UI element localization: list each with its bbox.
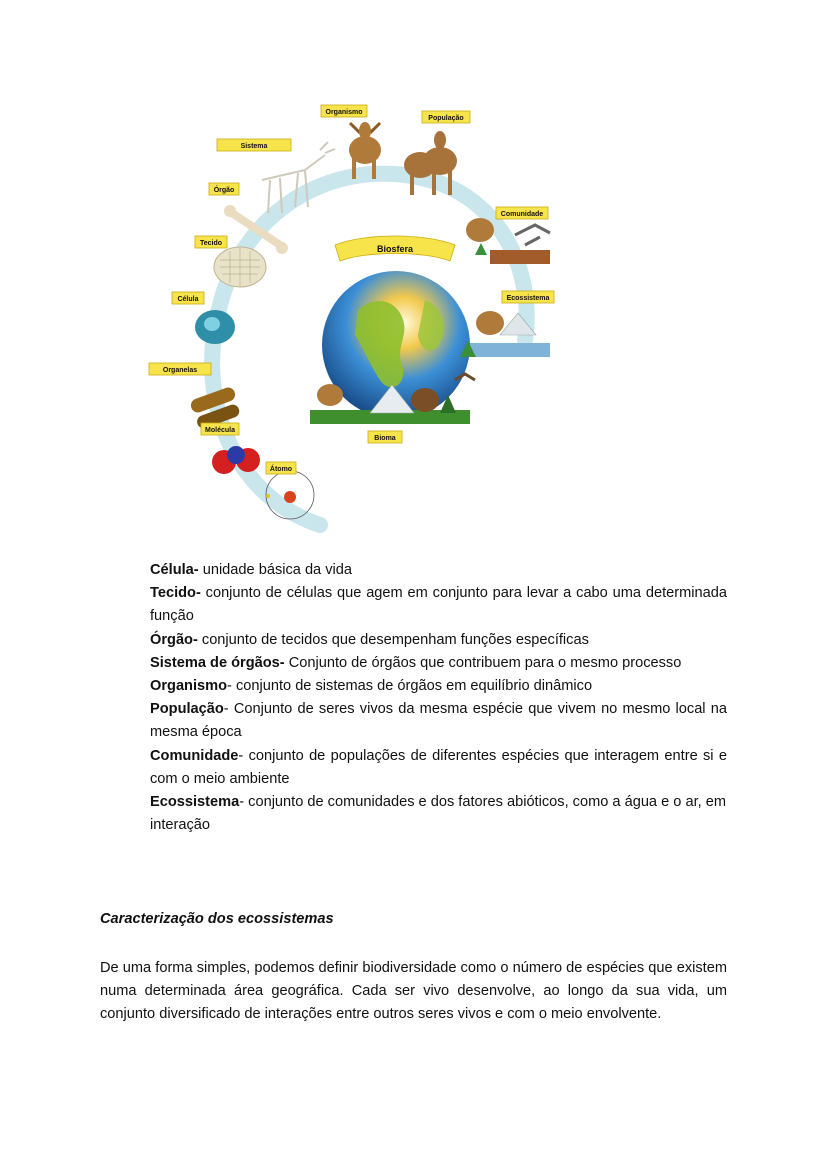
section-title: Caracterização dos ecossistemas (100, 911, 334, 927)
definition-organismo (150, 675, 727, 698)
label-atomo (266, 462, 296, 474)
definition-term: Órgão- (150, 631, 198, 648)
definition-populacao (150, 698, 727, 744)
svg-text:Átomo: Átomo (269, 466, 293, 473)
label-populacao (422, 111, 470, 123)
definition-term: Célula- (150, 562, 199, 578)
label-organelas (149, 363, 211, 375)
levels-of-organization-diagram (140, 95, 590, 535)
definition-text: - conjunto de populações de diferentes espécies que interagem entre si e com o meio ambiente (150, 747, 727, 787)
label-molecula (201, 423, 239, 435)
section-paragraph: De uma forma simples, podemos definir biodiversidade como o número de espécies que existem numa determinada área geográfica. Cada ser vivo desenvolve, ao longo da sua vida, um conjunto diversificado de interações entre outros seres vivos e com o meio envolvente. (100, 960, 727, 1023)
svg-text:Molécula: Molécula (205, 427, 235, 434)
svg-text:Célula: Célula (177, 296, 199, 303)
svg-text:População: População (428, 115, 464, 122)
definition-text: - conjunto de sistemas de órgãos em equilíbrio dinâmico (227, 678, 593, 695)
svg-text:Ecossistema: Ecossistema (506, 295, 550, 302)
svg-text:Sistema: Sistema (240, 143, 268, 150)
label-sistema (217, 139, 291, 151)
tissue-icon (214, 247, 266, 287)
definition-term: Tecido- (150, 585, 201, 602)
label-celula (172, 292, 204, 304)
label-tecido (195, 236, 227, 248)
definitions-list (150, 559, 727, 837)
definition-text: conjunto de células que agem em conjunto para levar a cabo uma determinada função (150, 585, 727, 625)
label-orgao (209, 183, 239, 195)
svg-text:Organelas: Organelas (162, 367, 198, 374)
biosfera-banner (335, 236, 455, 261)
definition-term: Comunidade (150, 747, 239, 764)
svg-text:Organismo: Organismo (325, 109, 363, 116)
definition-term: Ecossistema (150, 794, 240, 811)
definition-term: Organismo (150, 678, 228, 695)
label-comunidade (496, 207, 548, 219)
definition-term: Sistema de órgãos- (150, 654, 285, 671)
definition-text: Conjunto de órgãos que contribuem para o mesmo processo (284, 654, 682, 671)
definition-celula (150, 559, 727, 582)
label-organismo (321, 105, 367, 117)
definition-ecossistema (150, 791, 727, 837)
label-bioma (368, 431, 402, 443)
ecosystem-icon (460, 311, 550, 357)
label-ecossistema (502, 291, 554, 303)
definition-term: População (150, 701, 224, 718)
definition-comunidade (150, 745, 727, 791)
definition-text: - Conjunto de seres vivos da mesma espécie que vivem no mesmo local na mesma época (150, 701, 727, 741)
svg-text:Tecido: Tecido (199, 240, 223, 247)
diagram-svg (140, 95, 590, 535)
definition-text: - conjunto de comunidades e dos fatores abióticos, como a água e o ar, em interação (150, 794, 727, 834)
svg-text:Comunidade: Comunidade (500, 211, 544, 218)
cell-icon (195, 310, 235, 344)
definition-orgao (150, 629, 727, 652)
svg-text:Órgão: Órgão (213, 187, 235, 194)
definition-sistema (150, 652, 727, 675)
svg-text:Bioma: Bioma (374, 435, 396, 442)
definition-text: conjunto de tecidos que desempenham funções específicas (197, 631, 589, 648)
biosfera-label: Biosfera (376, 244, 414, 254)
definition-tecido (150, 582, 727, 628)
definition-text: unidade básica da vida (198, 562, 353, 578)
